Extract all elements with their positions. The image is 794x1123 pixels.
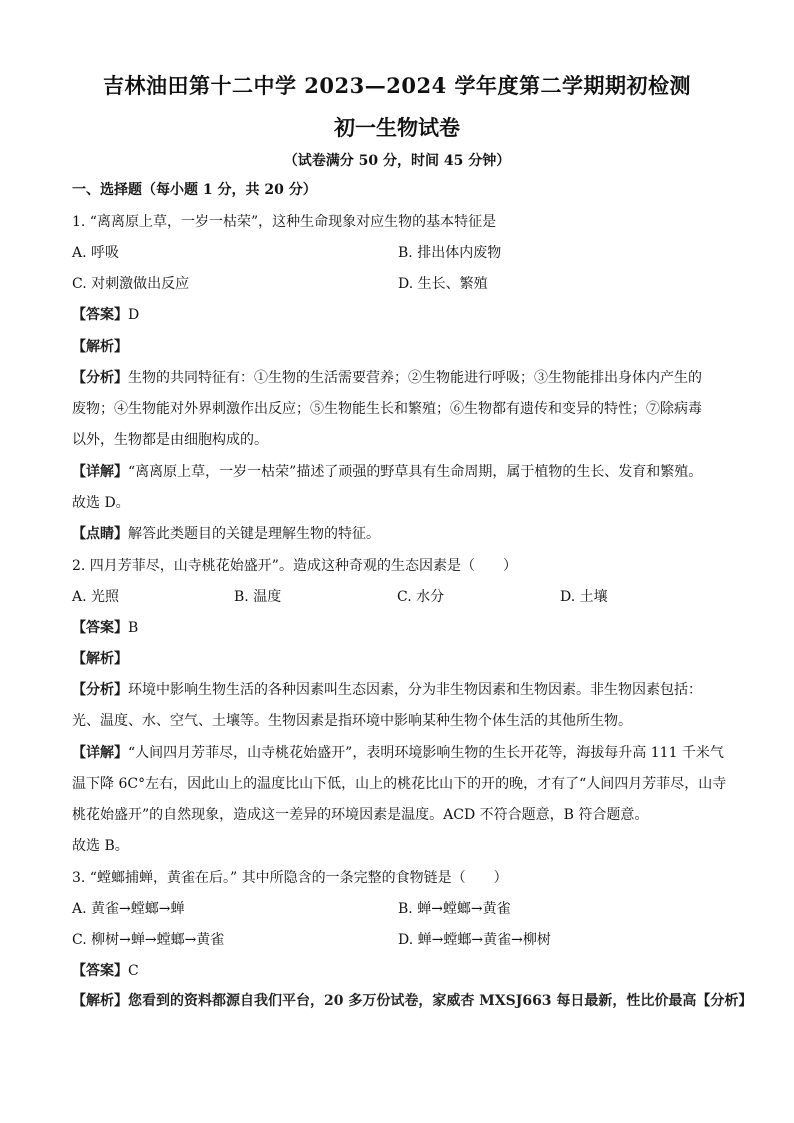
q1-option-c: C. 对刺激做出反应: [72, 276, 190, 292]
q1-analysis-heading: [72, 337, 732, 357]
q2-option-d: D. 土壤: [560, 589, 608, 605]
q1-stem: 1. “离离原上草，一岁一枯荣”，这种生命现象对应生物的基本特征是: [72, 214, 497, 230]
analysis-tag: 【解析】: [72, 339, 128, 355]
q1-dianjing-text: 解答此类题目的关键是理解生物的特征。: [128, 526, 380, 542]
q2-stem: 2. 四月芳菲尽，山寺桃花始盛开”。造成这种奇观的生态因素是（ ）: [72, 558, 517, 574]
q3-answer: [72, 961, 732, 981]
analysis-tag: 【解析】: [72, 651, 128, 667]
q2-xiangjie-text-1: “人间四月芳菲尽，山寺桃花始盛开”，表明环境影响生物的生长开花等，海拔每升高 111 千米气: [128, 745, 724, 761]
q2-choose: 故选 B。: [72, 838, 129, 854]
q1-choose: 故选 D。: [72, 495, 130, 511]
q1-answer-value: D: [128, 307, 140, 323]
analysis-tag: 【解析】: [72, 993, 128, 1009]
q2-answer-value: B: [128, 620, 139, 636]
answer-tag: 【答案】: [72, 307, 128, 323]
q1-option-d: D. 生长、繁殖: [398, 276, 488, 292]
section-heading: 一、选择题（每小题 1 分，共 20 分）: [72, 182, 317, 198]
exam-info: （试卷满分 50 分，时间 45 分钟）: [283, 153, 511, 169]
q3-answer-value: C: [128, 963, 139, 979]
q2-analysis-heading: [72, 649, 732, 669]
q2-fenxi-line-1: [72, 680, 732, 700]
q2-fenxi-line-2: 光、温度、水、空气、土壤等。生物因素是指环境中影响某种生物个体生活的其他所生物。: [72, 713, 632, 729]
q1-option-a: A. 呼吸: [72, 245, 120, 261]
q2-xiangjie-line-1: [72, 743, 732, 763]
fenxi-tag: 【分析】: [72, 370, 128, 386]
q1-fenxi-line-1: [72, 368, 732, 388]
q1-fenxi-line-2: 废物；④生物能对外界刺激作出反应；⑤生物能生长和繁殖；⑥生物都有遗传和变异的特性；⑦除病毒: [72, 401, 702, 417]
q3-option-d: D. 蝉→螳螂→黄雀→柳树: [398, 932, 551, 948]
xiangjie-tag: 【详解】: [72, 745, 128, 761]
xiangjie-tag: 【详解】: [72, 464, 128, 480]
exam-subject-title: 初一生物试卷: [334, 115, 460, 140]
footer-promo-line: [72, 991, 752, 1011]
q3-option-c: C. 柳树→蝉→螳螂→黄雀: [72, 932, 225, 948]
q1-xiangjie-text: “离离原上草，一岁一枯荣”描述了顽强的野草具有生命周期，属于植物的生长、发育和繁殖。: [128, 464, 703, 480]
q1-answer: [72, 305, 732, 325]
q1-xiangjie: [72, 462, 732, 482]
fenxi-tag: 【分析】: [72, 682, 128, 698]
footer-promo-text: 您看到的资料都源自我们平台，20 多万份试卷，家威杏 MXSJ663 每日最新，性比价最高: [128, 993, 697, 1009]
answer-tag: 【答案】: [72, 620, 128, 636]
q3-stem: 3. “螳螂捕蝉，黄雀在后。” 其中所隐含的一条完整的食物链是（ ）: [72, 870, 508, 886]
q2-answer: [72, 618, 732, 638]
q2-fenxi-text-1: 环境中影响生物生活的各种因素叫生态因素，分为非生物因素和生物因素。非生物因素包括：: [128, 682, 702, 698]
q1-fenxi-line-3: 以外，生物都是由细胞构成的。: [72, 432, 268, 448]
dianjing-tag: 【点睛】: [72, 526, 128, 542]
q1-fenxi-text-1: 生物的共同特征有：①生物的生活需要营养；②生物能进行呼吸；③生物能排出身体内产生的: [128, 370, 702, 386]
q3-option-b: B. 蝉→螳螂→黄雀: [398, 901, 511, 917]
q2-option-c: C. 水分: [397, 589, 445, 605]
q1-dianjing: [72, 524, 732, 544]
answer-tag: 【答案】: [72, 963, 128, 979]
q2-option-b: B. 温度: [234, 589, 282, 605]
q2-xiangjie-line-3: 桃花始盛开”的自然现象，造成这一差异的环境因素是温度。ACD 不符合题意，B 符合题意。: [72, 807, 649, 823]
page-title: 吉林油田第十二中学 2023—2024 学年度第二学期期初检测: [102, 73, 691, 98]
fenxi-tag: 【分析】: [696, 993, 753, 1009]
q2-option-a: A. 光照: [72, 589, 120, 605]
q2-xiangjie-line-2: 温下降 6C°左右，因此山上的温度比山下低，山上的桃花比山下的开的晚，才有了“人间四月芳菲尽，山寺: [72, 776, 727, 792]
q3-option-a: A. 黄雀→螳螂→蝉: [72, 901, 185, 917]
q1-option-b: B. 排出体内废物: [398, 245, 502, 261]
